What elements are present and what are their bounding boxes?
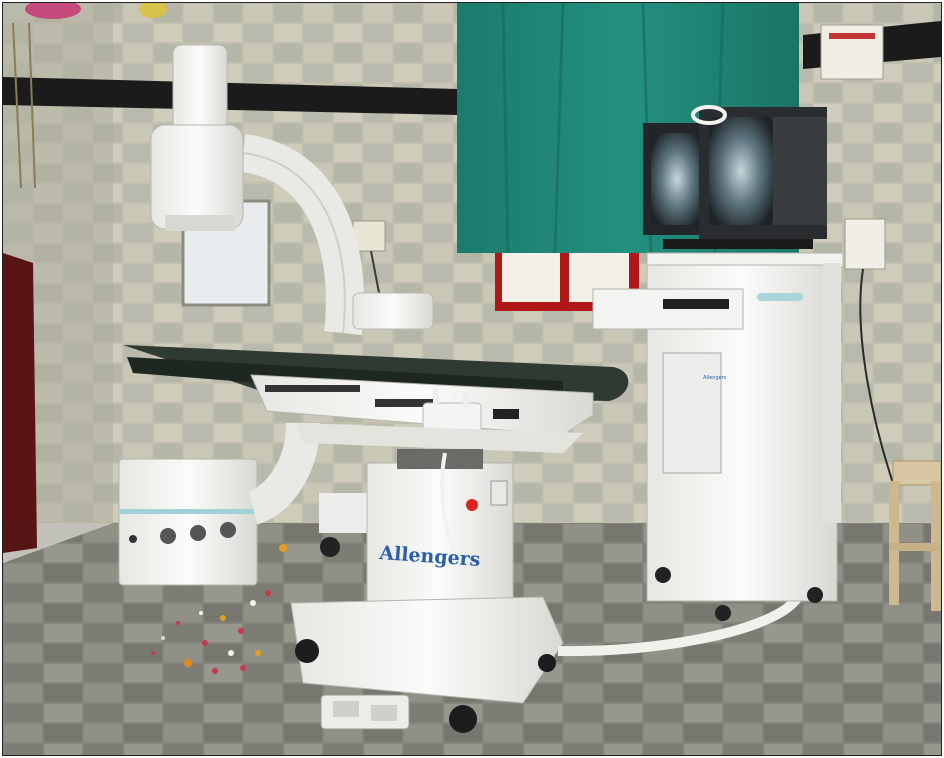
door-edge [3, 253, 37, 553]
cabinet-brand-label: Allengers [703, 375, 727, 381]
foot-pedal [321, 695, 409, 729]
emergency-stop-button [466, 499, 478, 511]
xray-room-photo [2, 2, 942, 756]
switch-board [845, 219, 885, 269]
machine-brand-label: Allengers [378, 542, 482, 572]
monitor-pair [643, 107, 827, 249]
xray-generator-box [119, 459, 257, 585]
